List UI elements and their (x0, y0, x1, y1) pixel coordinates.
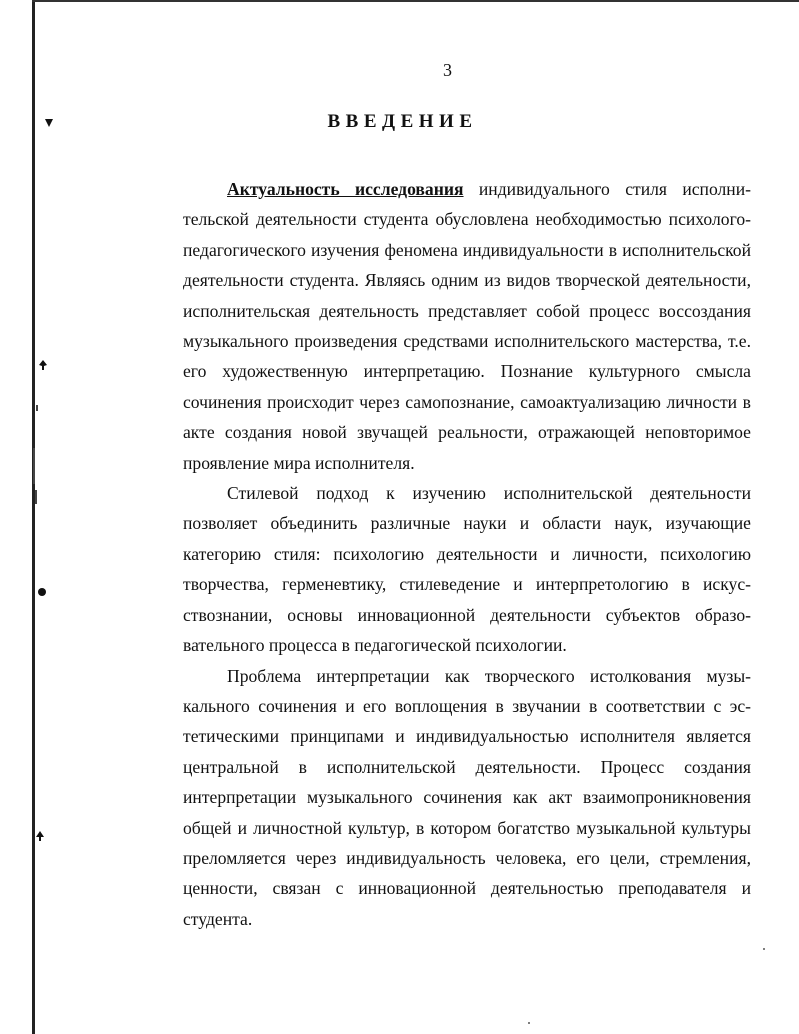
paragraph (183, 478, 751, 660)
scan-border-left (32, 0, 35, 1034)
paragraph-text: индивидуального стиля исполнительской деятельности студента обусловлена необходимостью психолого-педагогического изучения феномена индивидуальности в исполнительской деятельности студента. Являясь одним из видов творческой деятельности, исполнительская деятельность представляет собой процесс воссоздания музыкального произведения средствами исполнительского мастерства, т.е. его художественную интерпретацию. Познание культурного смысла сочинения происходит через самопознание, самоактуализацию личности в акте создания новой звучащей реальности, отражающей неповторимое проявление мира исполнителя. (183, 179, 751, 473)
binding-mark-icon (37, 587, 47, 597)
scan-artifact-line (36, 405, 38, 411)
binding-mark-icon (35, 831, 45, 841)
paragraph-lead: Актуальность исследования (227, 179, 464, 199)
paragraph (183, 174, 751, 478)
scan-artifact-line (35, 490, 37, 504)
paragraph-text: Стилевой подход к изучению исполнительской деятельности позволяет объединить различные науки и области наук, изучающие категорию стиля: психологию деятельности и личности, психологию творчества, герменевтику, стилеведение и интерпретологию в искусствознании, основы инновационной деятельности субъектов образовательного процесса в педагогической психологии. (183, 483, 751, 656)
scan-artifact-line (33, 448, 35, 484)
scan-speck (528, 1022, 530, 1024)
paragraph (183, 661, 751, 935)
binding-mark-icon (38, 360, 48, 370)
page-number: 3 (443, 60, 452, 80)
page-title: ВВЕДЕНИЕ (327, 111, 478, 132)
paragraph-text: Проблема интерпретации как творческого истолкования музыкального сочинения и его воплощения в звучании в соответствии с эстетическими принципами и индивидуальностью исполнителя является центральной в исполнительской деятельности. Процесс создания интерпретации музыкального сочинения как акт взаимопроникновения общей и личностной культур, в котором богатство музыкальной культуры преломляется через индивидуальность человека, его цели, стремления, ценности, связан с инновационной деятельностью преподавателя и студента. (183, 665, 751, 929)
scan-border-top (32, 0, 799, 2)
body-text (183, 174, 751, 934)
scan-speck (763, 948, 765, 950)
